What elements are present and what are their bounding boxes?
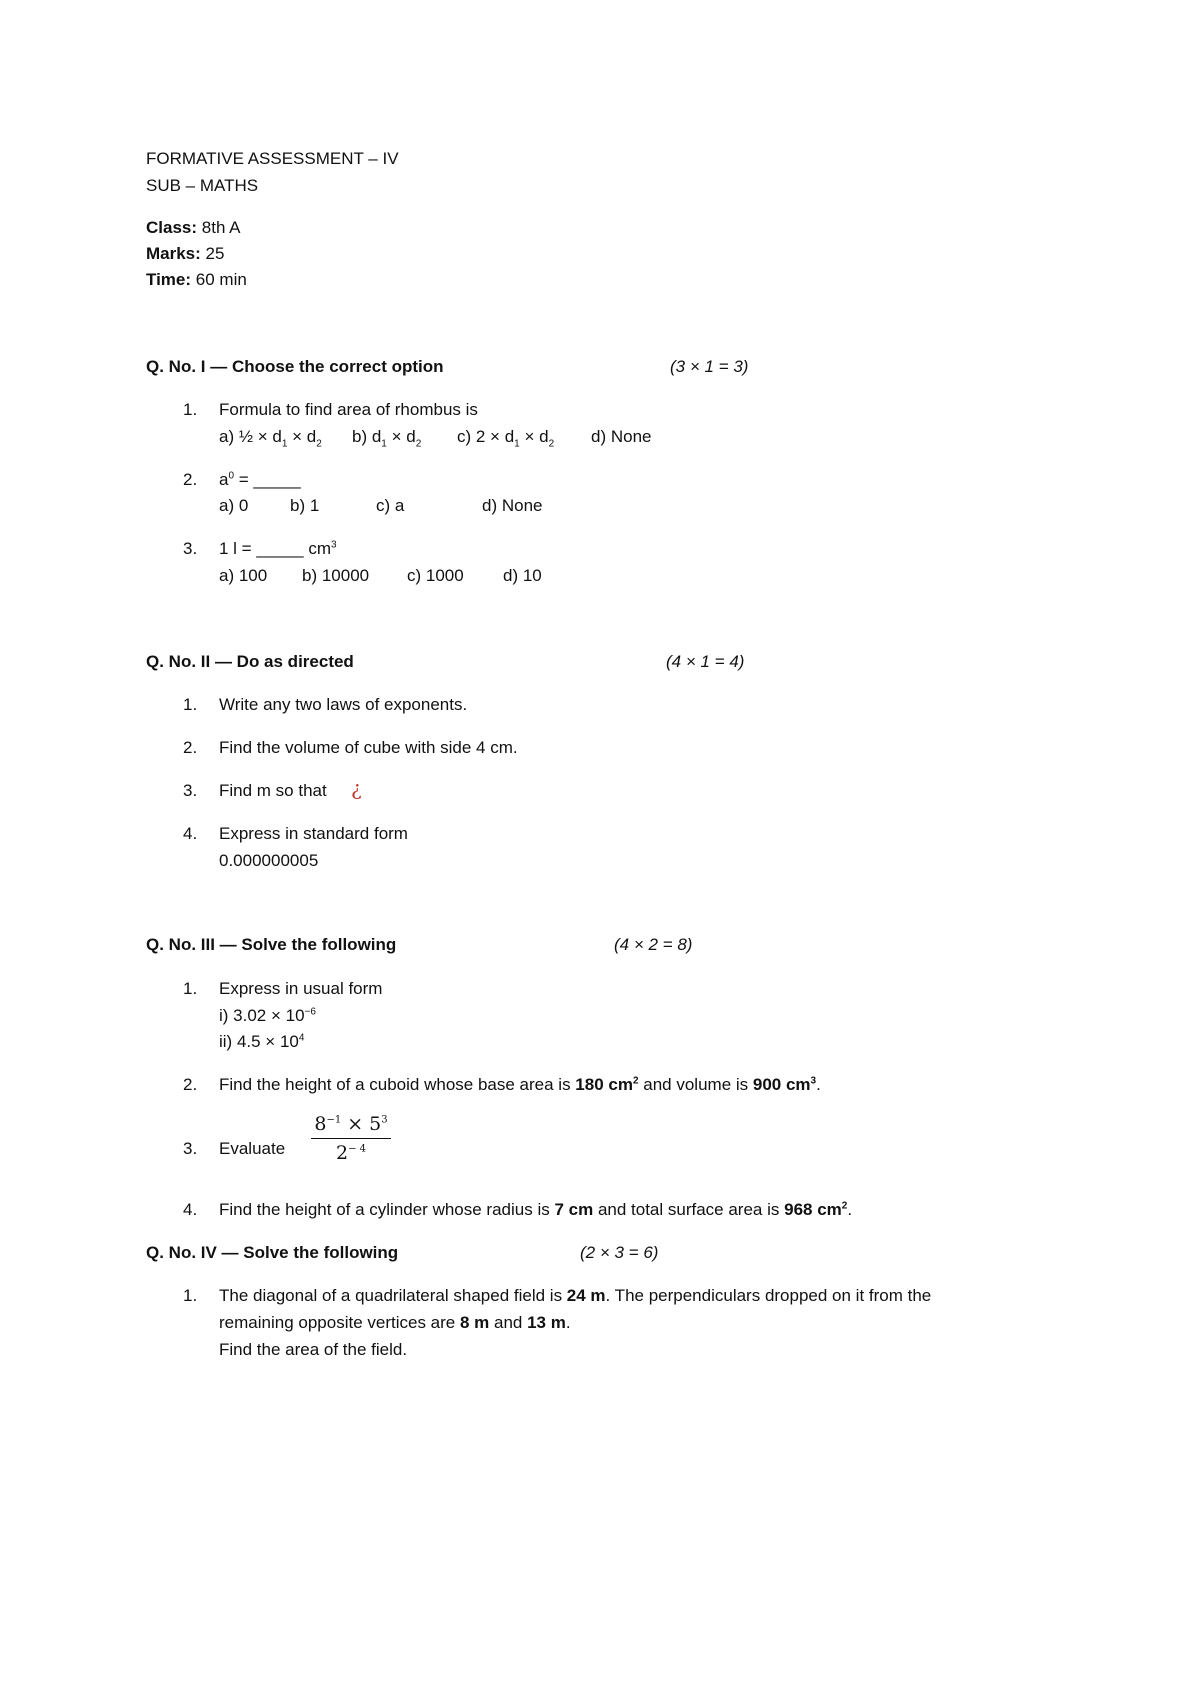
q2-item-2-text: Find the volume of cube with side 4 cm.	[219, 738, 518, 757]
marks-label: Marks:	[146, 244, 201, 263]
class-info	[146, 218, 241, 238]
q3-item-1-text: Express in usual form	[219, 979, 383, 998]
q2-item-2-number: 2.	[183, 738, 198, 757]
q1-item-1-option-d: d) None	[591, 427, 652, 446]
missing-equation-glyph: ¿	[351, 776, 362, 800]
time-label: Time:	[146, 270, 192, 289]
q1-item-3-option-d: d) 10	[503, 566, 542, 585]
q3-item-4-number: 4.	[183, 1200, 198, 1219]
q1-item-1-option-b: b) $d_1 \times d_2$	[352, 427, 422, 450]
q1-heading: Q. No. I — Choose the correct option	[146, 357, 444, 376]
q4-item-1-line3: Find the area of the field.	[219, 1340, 408, 1359]
q3-item-1-part-ii: ii) $4.5 \times 10^4$	[219, 1032, 305, 1051]
q3-item-1-number: 1.	[183, 979, 198, 998]
q1-item-3-option-b: b) 10000	[302, 566, 370, 585]
class-label: Class:	[146, 218, 198, 237]
q2-item-1-number: 1.	[183, 695, 198, 714]
q3-marks: (4 × 2 = 8)	[614, 935, 693, 954]
q2-item-4-number: 4.	[183, 824, 198, 843]
q1-item-3-option-a: a) 100	[219, 566, 268, 585]
q1-item-1-option-c: c) $2 \times d_1 \times d_2$	[457, 427, 555, 450]
q2-item-3-number: 3.	[183, 781, 198, 800]
q4-heading: Q. No. IV — Solve the following	[146, 1243, 399, 1262]
document-title: FORMATIVE ASSESSMENT – IV	[146, 149, 399, 168]
q1-item-1-option-a: a) ½ × $d_1 \times d_2$	[219, 427, 322, 450]
marks-info	[146, 244, 224, 264]
q1-item-3-number: 3.	[183, 539, 198, 558]
q1-marks: (3 × 1 = 3)	[670, 357, 749, 376]
q3-item-2-text: Find the height of a cuboid whose base area is 180 $cm^2$ and volume is 900 $cm^3$.	[219, 1075, 821, 1094]
q2-marks: (4 × 1 = 4)	[666, 652, 745, 671]
q3-item-4-text: Find the height of a cylinder whose radius is 7 cm and total surface area is 968 $cm^2$.	[219, 1200, 853, 1219]
fraction-numerator: $8^{-1} \times 5^3$	[314, 1113, 388, 1135]
q2-item-3-text: Find m so that	[219, 781, 327, 800]
q1-item-2-option-c: c) a	[376, 496, 405, 515]
evaluate-fraction	[311, 1113, 391, 1164]
time-info	[146, 270, 247, 290]
q3-item-3-number: 3.	[183, 1139, 198, 1158]
q4-item-1-line1: The diagonal of a quadrilateral shaped field is 24 m. The perpendiculars dropped on it from the	[219, 1286, 932, 1305]
q1-item-2-option-b: b) 1	[290, 496, 320, 515]
marks-value: 25	[205, 244, 225, 263]
class-value: 8th A	[201, 218, 241, 237]
q3-item-2-number: 2.	[183, 1075, 198, 1094]
q3-item-1-part-i: i) $3.02 \times 10^{-6}$	[219, 1006, 316, 1025]
q1-item-2-option-a: a) 0	[219, 496, 249, 515]
q3-heading: Q. No. III — Solve the following	[146, 935, 397, 954]
q4-item-1-number: 1.	[183, 1286, 198, 1305]
q1-item-2-option-d: d) None	[482, 496, 543, 515]
q1-item-3-text: 1 l = _____ $cm^3$	[219, 539, 337, 558]
time-value: 60 min	[195, 270, 247, 289]
q1-item-3-option-c: c) 1000	[407, 566, 464, 585]
q1-item-2-text: $a^0$ = _____	[219, 470, 301, 489]
subject-line: SUB – MATHS	[146, 176, 259, 195]
fraction-bar	[311, 1138, 391, 1139]
q2-item-4-value: 0.000000005	[219, 851, 319, 870]
q2-heading: Q. No. II — Do as directed	[146, 652, 354, 671]
q4-marks: (2 × 3 = 6)	[580, 1243, 659, 1262]
q1-item-2-number: 2.	[183, 470, 198, 489]
fraction-denominator: $2^{- 4}$	[335, 1142, 366, 1164]
q4-item-1-line2: remaining opposite vertices are 8 m and 13 m.	[219, 1313, 571, 1332]
q3-item-3-text: Evaluate	[219, 1139, 286, 1158]
q1-item-1-text: Formula to find area of rhombus is	[219, 400, 478, 419]
q1-item-1-number: 1.	[183, 400, 198, 419]
q2-item-1-text: Write any two laws of exponents.	[219, 695, 468, 714]
q2-item-4-text: Express in standard form	[219, 824, 408, 843]
